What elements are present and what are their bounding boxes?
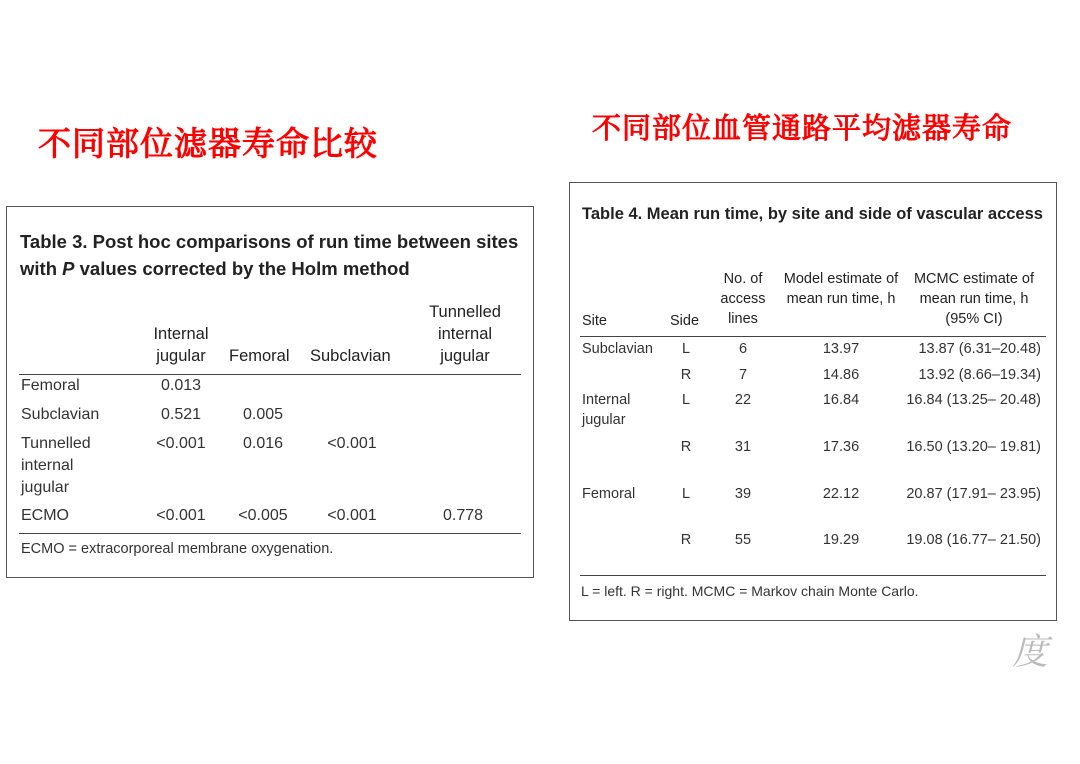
table4-header-mcmc: MCMC estimate of mean run time, h (95% CI) — [913, 271, 1035, 327]
table4-cell-site: Subclavian — [582, 341, 653, 357]
table3-cell: 0.016 — [242, 435, 284, 452]
table4-cell-model: 22.12 — [822, 486, 860, 502]
table3-header-rule — [19, 374, 521, 375]
table4-header-site: Site — [582, 313, 607, 329]
table4-header-side: Side — [670, 313, 700, 329]
table4-footnote: L = left. R = right. MCMC = Markov chain Monte Carlo. — [581, 583, 919, 599]
table4-cell-site: Internal jugular — [582, 392, 631, 428]
table3-cell: 0.778 — [442, 507, 484, 524]
table4-cell-side: R — [680, 367, 692, 383]
table4-cell-lines: 31 — [734, 439, 752, 455]
table4-cell-mcmc: 13.92 (8.66–19.34) — [918, 367, 1041, 383]
table4-cell-mcmc: 13.87 (6.31–20.48) — [918, 341, 1041, 357]
table3-row-label: Femoral — [21, 377, 80, 394]
watermark-logo: 度 — [1012, 632, 1049, 673]
table4-cell-model: 19.29 — [822, 532, 860, 548]
table4-cell-side: L — [681, 392, 691, 408]
table4-cell-lines: 39 — [734, 486, 752, 502]
table3-cell: <0.001 — [156, 435, 206, 452]
table4-header-model: Model estimate of mean run time, h — [783, 271, 899, 307]
table3-header-tunnelled: Tunnelled internal jugular — [429, 303, 501, 365]
table4-cell-mcmc: 20.87 (17.91– 23.95) — [906, 486, 1041, 502]
table3-cell: 0.013 — [160, 377, 202, 394]
table4-cell-lines: 55 — [734, 532, 752, 548]
table3-cell: <0.001 — [156, 507, 206, 524]
table3-caption: Table 3. Post hoc comparisons of run time between sites with P values corrected by the Holm method — [20, 231, 519, 279]
table4-cell-model: 13.97 — [822, 341, 860, 357]
left-headline: 不同部位滤器寿命比较 — [38, 124, 378, 163]
table4-header-lines: No. of access lines — [720, 271, 766, 327]
table3-row-label: Subclavian — [21, 406, 100, 423]
table4-caption: Table 4. Mean run time, by site and side of vascular access — [582, 205, 1043, 223]
table3-cell: 0.005 — [242, 406, 284, 423]
table4-cell-side: L — [681, 341, 691, 357]
table4-cell-mcmc: 19.08 (16.77– 21.50) — [906, 532, 1041, 548]
table4-cell-lines: 22 — [734, 392, 752, 408]
table4-header-rule — [580, 336, 1046, 337]
table3-cell: <0.005 — [238, 507, 288, 524]
table4-cell-mcmc: 16.50 (13.20– 19.81) — [906, 439, 1041, 455]
table4-cell-side: R — [680, 532, 692, 548]
table3-footer-rule — [19, 533, 521, 534]
table3-footnote: ECMO = extracorporeal membrane oxygenation. — [21, 541, 334, 557]
table4-cell-side: R — [680, 439, 692, 455]
table3-cell: <0.001 — [327, 435, 377, 452]
table3-row-label: ECMO — [21, 507, 69, 524]
table3-header-subclavian: Subclavian — [310, 347, 391, 365]
right-headline: 不同部位血管通路平均滤器寿命 — [592, 111, 1013, 145]
table3-header-internal-jugular: Internal jugular — [153, 325, 209, 365]
table4-cell-lines: 7 — [738, 367, 748, 383]
table3-cell: <0.001 — [327, 507, 377, 524]
table4-cell-lines: 6 — [738, 341, 748, 357]
table4-cell-model: 17.36 — [822, 439, 860, 455]
table3-row-label: Tunnelled internal jugular — [21, 435, 91, 496]
table4-cell-side: L — [681, 486, 691, 502]
table4-cell-model: 16.84 — [822, 392, 860, 408]
table4-panel — [569, 182, 1057, 621]
table3-cell: 0.521 — [160, 406, 202, 423]
table3-panel — [6, 206, 534, 578]
table4-cell-model: 14.86 — [822, 367, 860, 383]
table4-cell-mcmc: 16.84 (13.25– 20.48) — [906, 392, 1041, 408]
table4-cell-site: Femoral — [582, 486, 636, 502]
table4-footer-rule — [580, 575, 1046, 576]
table3-header-femoral: Femoral — [229, 347, 290, 365]
